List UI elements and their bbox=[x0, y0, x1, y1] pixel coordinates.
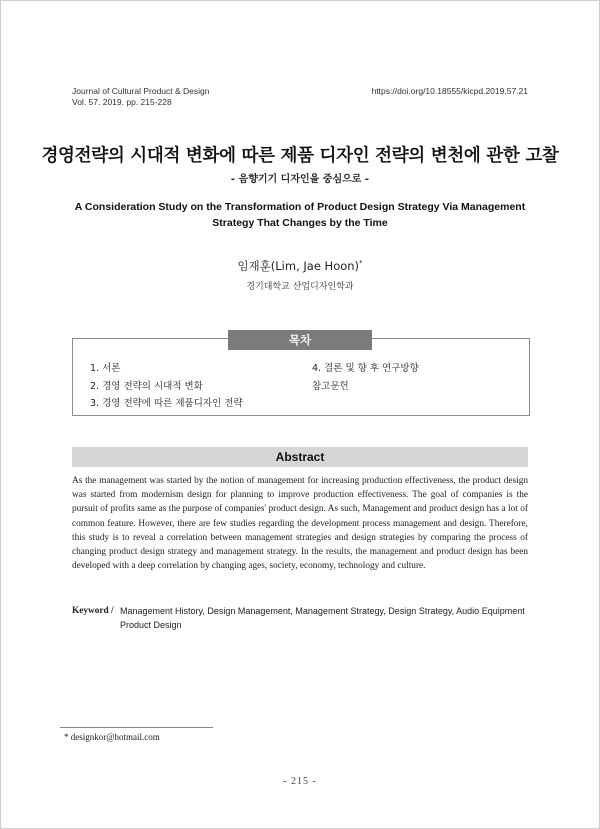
author-name: 임재훈(Lim, Jae Hoon) bbox=[237, 259, 360, 273]
english-title-line-2: Strategy That Changes by the Time bbox=[212, 217, 388, 229]
korean-title: 경영전략의 시대적 변화에 따른 제품 디자인 전략의 변천에 관한 고찰 bbox=[41, 146, 559, 166]
page-number: - 215 - bbox=[283, 776, 317, 787]
journal-header bbox=[72, 86, 210, 108]
author-affiliation: 경기대학교 산업디자인학과 bbox=[246, 282, 354, 292]
toc-right-column bbox=[312, 360, 419, 395]
doi-link[interactable]: https://doi.org/10.18555/kicpd.2019.57.21 bbox=[371, 86, 528, 96]
toc-label: 목차 bbox=[228, 330, 372, 350]
footnote bbox=[64, 732, 160, 742]
footnote-email: designkor@hotmail.com bbox=[70, 732, 160, 742]
author-line bbox=[0, 258, 600, 274]
toc-item: 1. 서론 bbox=[90, 363, 121, 374]
author-marker: * bbox=[359, 259, 363, 268]
abstract-heading: Abstract bbox=[72, 447, 528, 467]
toc-item: 3. 경영 전략에 따른 제품디자인 전략 bbox=[90, 398, 243, 409]
journal-name: Journal of Cultural Product & Design bbox=[72, 86, 210, 96]
keyword-label: Keyword / bbox=[72, 606, 114, 616]
english-title-line-1: A Consideration Study on the Transformation of Product Design Strategy Via Management bbox=[74, 201, 526, 213]
toc-item: 2. 경영 전략의 시대적 변화 bbox=[90, 380, 203, 392]
toc-item: 4. 결론 및 향 후 연구방향 bbox=[312, 363, 419, 374]
korean-subtitle: - 음향기기 디자인을 중심으로 - bbox=[230, 174, 370, 185]
footnote-divider bbox=[60, 727, 213, 728]
toc-left-column bbox=[90, 360, 243, 413]
keyword-text: Management History, Design Management, Management Strategy, Design Strategy, Audio Equipment Product Design bbox=[120, 606, 525, 630]
volume-info: Vol. 57. 2019. pp. 215-228 bbox=[72, 97, 172, 107]
english-title bbox=[60, 199, 540, 231]
abstract-text: As the management was started by the notion of management for increasing production effectiveness, the product design was started from modernism design for planning to improve production effectiveness. The goal of companies is the pursuit of profits same as the purpose of companies' product design. As such, Management and product design has a lot of common feature. However, there are few studies regarding the development process management and design. Therefore, this study is to reveal a correlation between management strategies and design strategies by comparing the process of changing product design strategy and management strategy. In the results, the management and product design has been developed with a deep correlation by changing ages, society, economy, technology and culture. bbox=[72, 476, 528, 572]
footnote-marker: * bbox=[64, 732, 69, 742]
toc-item: 참고문헌 bbox=[312, 380, 349, 392]
